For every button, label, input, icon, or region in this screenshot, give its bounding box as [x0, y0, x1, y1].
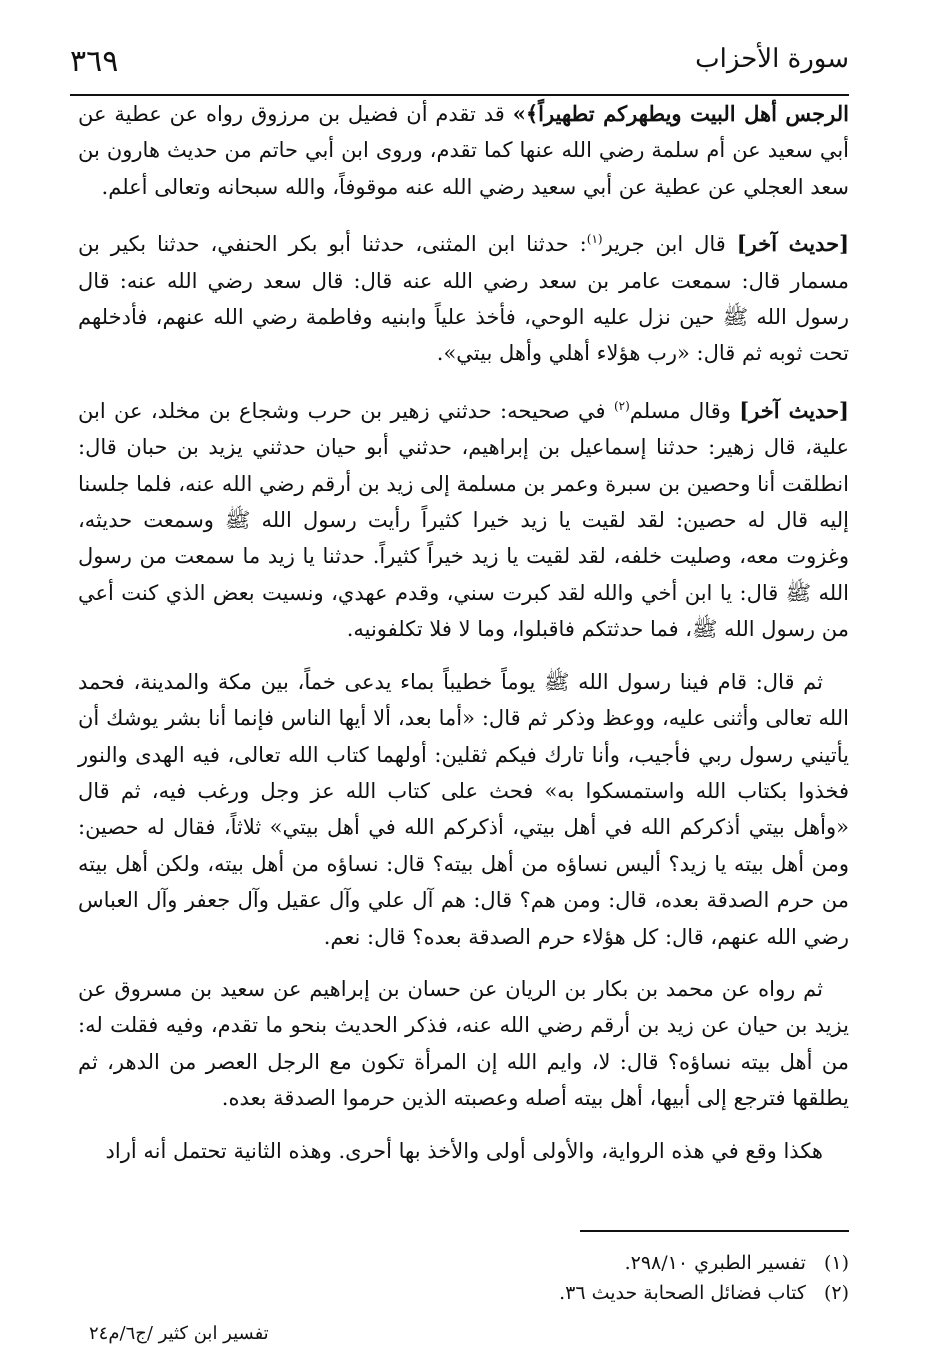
paragraph-5: ثم رواه عن محمد بن بكار بن الريان عن حسان بن إبراهيم عن سعيد بن مسروق عن يزيد بن حيان عن زيد بن أرقم رضي الله عنه، فذكر الحديث بنحو ما تقدم، وفيه فقلت له: من أهل بيته نساؤه؟ قال: لا، وايم الله إن المرأة تكون مع الرجل العصر من الدهر، ثم يطلقها فترجع إلى أبيها، أهل بيته أصله وعصبته الذين حرموا الصدقة بعده. [78, 976, 849, 1111]
paragraph-6: هكذا وقع في هذه الرواية، والأولى أولى والأخذ بها أحرى. وهذه الثانية تحتمل أنه أراد [105, 1138, 823, 1163]
footnote-divider [580, 1230, 849, 1232]
footnote-text: كتاب فضائل الصحابة حديث ٣٦. [559, 1282, 806, 1304]
footnote-number: (٢) [823, 1282, 849, 1304]
paragraph-4: ثم قال: قام فينا رسول الله ﷺ يوماً خطيباً بماء يدعى خماً، بين مكة والمدينة، فحمد الله تعالى وأثنى عليه، ووعظ وذكر ثم قال: «أما بعد، ألا أيها الناس فإنما أنا بشر يوشك أن يأتيني رسول ربي فأجيب، وأنا تارك فيكم ثقلين: أولهما كتاب الله تعالى، فيه الهدى والنور فخذوا بكتاب الله واستمسكوا به» فحث على كتاب الله عز وجل ورغب فيه، ثم قال «وأهل بيتي أذكركم الله في أهل بيتي، أذكركم الله في أهل بيتي» ثلاثاً، فقال له حصين: ومن أهل بيته يا زيد؟ أليس نساؤه من أهل بيته؟ قال: نساؤه من أهل بيته، ولكن أهل بيته من حرم الصدقة بعده، قال: ومن هم؟ قال: هم آل علي وآل عقيل وآل جعفر وآل العباس رضي الله عنهم، قال: كل هؤلاء حرم الصدقة بعده؟ قال: نعم. [78, 669, 849, 949]
page-number: ٣٦٩ [70, 44, 119, 79]
main-text [78, 96, 849, 1185]
surah-title: سورة الأحزاب [695, 44, 849, 74]
paragraph-2-intro: قال ابن جرير [602, 232, 737, 257]
footnote-2 [78, 1278, 849, 1308]
footnote-text: تفسير الطبري ٢٩٨/١٠. [624, 1252, 806, 1274]
hadith-heading: [حديث آخر] [739, 397, 849, 423]
footnotes [78, 1248, 849, 1308]
page-footer-signature: تفسير ابن كثير /ج٦/م٢٤ [89, 1323, 269, 1344]
paragraph-1-text: قد تقدم أن فضيل بن مرزوق رواه عن عطية عن أبي سعيد عن أم سلمة رضي الله عنها كما تقدم، وروى ابن أبي حاتم من حديث هارون بن سعد العجلي عن عطية عن أبي سعيد رضي الله عنه موقوفاً، والله سبحانه وتعالى أعلم. [78, 102, 849, 199]
footnote-number: (١) [823, 1252, 849, 1274]
page-header [70, 38, 849, 96]
footnote-ref-2[interactable]: (٢) [613, 398, 630, 413]
hadith-heading: [حديث آخر] [736, 231, 849, 257]
paragraph-2-text: : حدثنا ابن المثنى، حدثنا أبو بكر الحنفي، حدثنا بكير بن مسمار قال: سمعت عامر بن سعد رضي الله عنه قال: قال سعد رضي الله عنه: قال رسول الله ﷺ حين نزل عليه الوحي، فأخذ علياً وابنيه وفاطمة رضي الله عنهم، فأدخلهم تحت ثوبه ثم قال: «رب هؤلاء أهلي وأهل بيتي». [78, 232, 849, 366]
footnote-ref-1[interactable]: (١) [586, 232, 603, 247]
footnote-1 [78, 1248, 849, 1278]
paragraph-3-intro: وقال مسلم [629, 398, 740, 423]
paragraph-3-text: في صحيحه: حدثني زهير بن حرب وشجاع بن مخلد، عن ابن علية، قال زهير: حدثنا إسماعيل بن إبراهيم، حدثني أبو حيان حدثني يزيد بن حبان قال: انطلقت أنا وحصين بن سبرة وعمر بن مسلمة إلى زيد بن أرقم رضي الله عنه، فلما جلسنا إليه قال له حصين: لقد لقيت يا زيد خيرا كثيراً رأيت رسول الله ﷺ وسمعت حديثه، وغزوت معه، وصليت خلفه، لقد لقيت يا زيد خيراً كثيراً. حدثنا يا زيد ما سمعت من رسول الله ﷺ قال: يا ابن أخي والله لقد كبرت سني، وقدم عهدي، ونسيت بعض الذي كنت أعي من رسول الله ﷺ، فما حدثتكم فاقبلوا، وما لا فلا تكلفونيه. [78, 398, 849, 642]
quran-quote: الرجس أهل البيت ويطهركم تطهيراً﴾» [512, 101, 849, 126]
paragraph-3 [78, 388, 849, 648]
paragraph-2 [78, 221, 849, 372]
paragraph-1 [78, 96, 849, 205]
